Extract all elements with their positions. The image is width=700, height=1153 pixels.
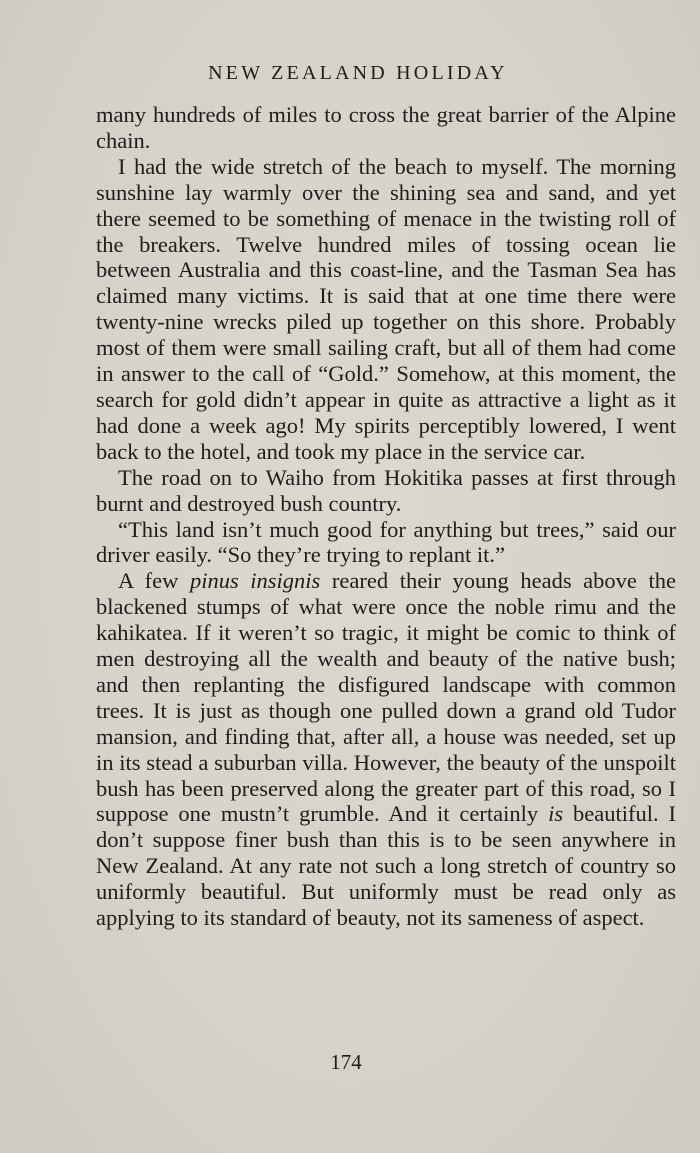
paragraph-5-italic-species: pinus insignis: [189, 568, 321, 594]
running-head: NEW ZEALAND HOLIDAY: [208, 62, 508, 84]
paragraph-2: I had the wide stretch of the beach to myself. The morning sunshine lay warmly over the shining sea and sand, and yet there seemed to be something of menace in the twisting roll of the breakers. Twelve hundred miles of tossing ocean lie between Australia and this coast-line, and the Tasman Sea has claimed many victims. It is said that at one time there were twenty-nine wrecks piled up together on this shore. Probably most of them were small sailing craft, but all of them had come in answer to the call of “Gold.” Somehow, at this moment, the search for gold didn’t appear in quite as attractive a light as it had done a week ago! My spirits perceptibly lowered, I went back to the hotel, and took my place in the service car.: [96, 153, 676, 464]
paragraph-5-start: A few: [118, 568, 190, 594]
paragraph-5: [96, 568, 676, 931]
paragraph-5-end: beautiful. I don’t suppose finer bush than this is to be seen anywhere in New Zealand. At any rate not such a long stretch of country so uniformly beautiful. But uniformly must be read only as applying to its standard of beauty, not its sameness of aspect.: [96, 801, 676, 931]
paragraph-4: “This land isn’t much good for anything but trees,” said our driver easily. “So they’re trying to replant it.”: [96, 516, 676, 568]
paragraph-5-middle: reared their young heads above the blackened stumps of what were once the noble rimu and the kahikatea. If it weren’t so tragic, it might be comic to think of men destroying all the wealth and beauty of the native bush; and then replanting the disfigured landscape with common trees. It is just as though one pulled down a grand old Tudor mansion, and finding that, after all, a house was needed, set up in its stead a suburban villa. However, the beauty of the unspoilt bush has been preserved along the greater part of this road, so I suppose one mustn’t grumble. And it certainly: [96, 568, 676, 827]
paragraph-5-italic-is: is: [548, 801, 564, 827]
page-number: 174: [330, 1050, 362, 1074]
body-text: [96, 102, 676, 931]
paragraph-3: The road on to Waiho from Hokitika passes at first through burnt and destroyed bush country.: [96, 464, 676, 516]
paragraph-1: many hundreds of miles to cross the great barrier of the Alpine chain.: [96, 102, 676, 153]
